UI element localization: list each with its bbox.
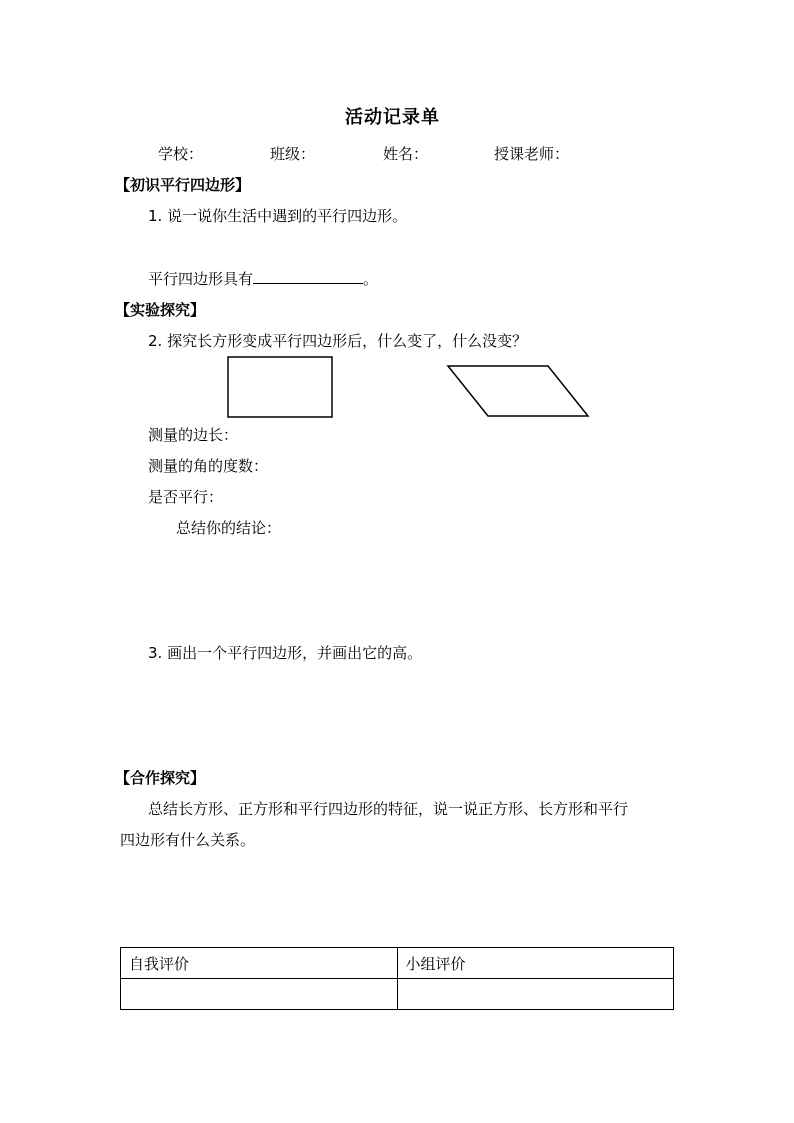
rectangle-figure: [227, 356, 333, 418]
section-heading-cooperation: 【合作探究】: [115, 769, 206, 787]
question-2: 2. 探究长方形变成平行四边形后，什么变了，什么没变？: [148, 332, 528, 350]
question-3: 3. 画出一个平行四边形，并画出它的高。: [148, 644, 423, 662]
measure-sides-label: 测量的边长：: [148, 426, 239, 444]
section-heading-experiment: 【实验探究】: [115, 301, 206, 319]
self-evaluation-header: 自我评价: [121, 948, 398, 979]
school-label: 学校：: [158, 145, 204, 163]
parallel-label: 是否平行：: [148, 488, 224, 506]
section-heading-intro: 【初识平行四边形】: [115, 176, 251, 194]
teacher-label: 授课老师：: [494, 145, 570, 163]
table-row: [121, 948, 674, 979]
conclusion-label: 总结你的结论：: [176, 519, 282, 537]
page-title: 活动记录单: [345, 107, 440, 128]
question-1: 1. 说一说你生活中遇到的平行四边形。: [148, 207, 408, 225]
parallelogram-figure: [446, 364, 590, 418]
fill-in-prefix: 平行四边形具有: [148, 270, 254, 288]
table-row: [121, 979, 674, 1010]
evaluation-table: [120, 947, 674, 1010]
name-label: 姓名：: [383, 145, 429, 163]
self-evaluation-cell[interactable]: [121, 979, 398, 1010]
group-evaluation-header: 小组评价: [397, 948, 674, 979]
class-label: 班级：: [270, 145, 316, 163]
fill-in-suffix: 。: [363, 270, 379, 288]
measure-angles-label: 测量的角的度数：: [148, 457, 269, 475]
fill-in-line: [148, 269, 378, 289]
cooperation-text-line-2: 四边形有什么关系。: [120, 831, 256, 849]
group-evaluation-cell[interactable]: [397, 979, 674, 1010]
fill-in-blank[interactable]: [253, 269, 363, 284]
cooperation-text-line-1: 总结长方形、正方形和平行四边形的特征，说一说正方形、长方形和平行: [148, 800, 629, 818]
